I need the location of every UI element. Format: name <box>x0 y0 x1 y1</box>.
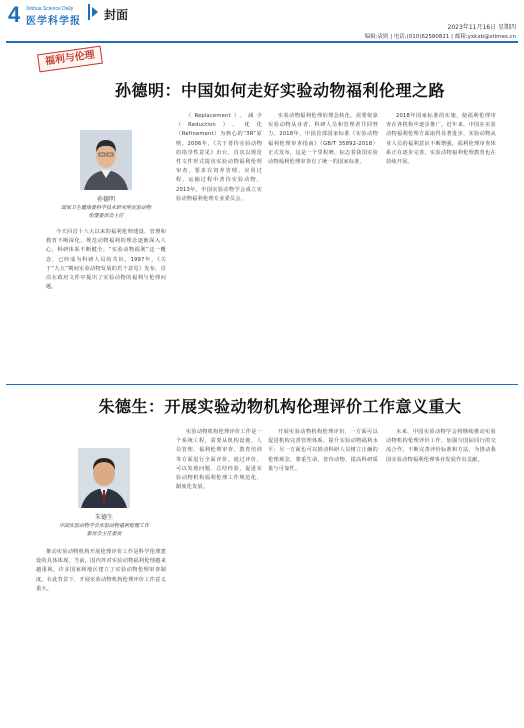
article-separator <box>6 384 518 385</box>
page-header <box>0 0 524 44</box>
article2-column-1: 推动实验动物机构开展伦理评价工作是科学伦理建设的具体体现。当前，国内外对实验动物福利伦理越来越重视，许多国家和地区建立了实验动物伦理审查制度。在此背景下，开展实验动物机构伦理评价工作意义重大。 <box>36 549 166 592</box>
section-arrow-icon <box>88 4 104 20</box>
header-rule <box>6 41 518 43</box>
newspaper-masthead <box>26 6 86 27</box>
article1-headline: 孙德明：中国如何走好实验动物福利伦理之路 <box>114 81 445 100</box>
article2-photo-role: 中国实验动物学会实验动物福利伦理工作委员会主任委员 <box>58 523 149 537</box>
article2-headline: 朱德生：开展实验动物机构伦理评价工作意义重大 <box>98 397 462 416</box>
article1-portrait <box>80 130 132 190</box>
masthead-chinese: 医学科学报 <box>26 16 81 27</box>
article2-column-2: 实验动物机构伦理评价工作是一个系统工程，需要从机构设施、人员管理、福利伦理审查、教育培训等方面进行全面评价。通过评价，可以发现问题、总结经验，促进实验动物机构福利伦理工作规范化、制度化发展。 <box>176 429 262 491</box>
article1-photo-role: 国家卫生健康委科学技术研究所实验动物伦理委员会主任 <box>60 205 151 219</box>
section-title: 封面 <box>104 8 129 22</box>
article1-column-2: （Replacement）、减少（Reduction）、优化（Refinement）为核心的“3R”原则。2006年，《关于善待实验动物的指导性意见》出台，首次以规范性文件形式提出实验动物福利伦理审查，要求在饲养管理、应用过程、运输过程中善待实验动物。2013年，中国实验动物学会成立实验动物福利伦理专业委员会。 <box>176 113 262 202</box>
editor-contact: 编辑:袁则 | 电话:(010)62580821 | 邮箱:yxkxb@stimes.cn <box>364 34 516 40</box>
masthead-english: Xinhua Science Daily <box>26 6 74 12</box>
article2-column-4: 未来，中国实验动物学会将继续推动实验动物机构伦理评价工作，加强与国际同行的交流合作，不断完善评价标准和方法，为推动我国实验动物福利伦理事业发展作出贡献。 <box>386 429 496 463</box>
article2-column-3: 开展实验动物机构伦理评价，一方面可以促进机构完善管理体系，提升实验动物福利水平；另一方面也可以推动科研人员树立正确的伦理观念，尊重生命，善待动物，提高科研质量与可靠性。 <box>268 429 378 472</box>
page-number: 4 <box>8 2 21 27</box>
article2-portrait <box>78 448 130 508</box>
issue-date: 2023年11月16日 星期四 <box>447 24 516 31</box>
article2-photo-name: 朱德生 <box>94 514 113 521</box>
topic-tag: 福利与伦理 <box>37 46 103 73</box>
article1-photo-name: 孙德明 <box>96 196 115 203</box>
article1-column-4: 2018年国家标准的实施，使福利伦理审查在各机构中逐步推广。近年来，中国在实验动物福利伦理方面取得显著进步，实验动物从业人员的福利意识不断增强，福利伦理审查体系正在逐步完善，实验动物福利伦理教育也在持续开展。 <box>386 113 496 166</box>
article1-column-1: 今天回首十八大以来的福利伦理建设，管理和教育不断深化，规范动物福利的理念逐渐深入人心，科研体系不断健全。“实验动物福利”这一概念，已经成为科研人员的共识。1997年，《关于“九五”期间实验动物发展的若干意见》发布，首次在政府文件中提出了实验动物的福利与伦理问题。 <box>46 229 166 291</box>
article1-column-3: 实验动物福利伦理的理念转化，需要依靠实验动物从业者、科研人员和管理者共同努力。2018年，中国首部国家标准《实验动物 福利伦理审查指南》（GB/T 35892-2018）正式发布，这是一个里程碑，标志着我国实验动物福利伦理审查有了统一的国家标准。 <box>268 113 378 166</box>
